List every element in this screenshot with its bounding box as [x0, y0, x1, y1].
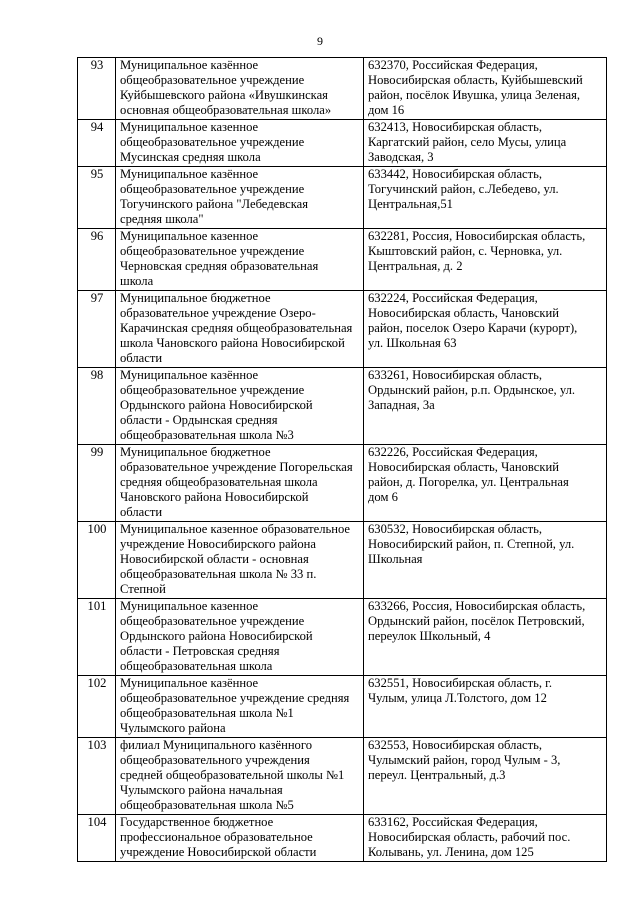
institution-name-cell-line: общеобразовательная школа №3 [120, 428, 294, 442]
institution-address-cell-line: Новосибирская область, Куйбышевский [368, 73, 583, 87]
institution-address-cell-line: Западная, 3а [368, 398, 435, 412]
institution-name-cell-line: общеобразовательное учреждение [120, 73, 305, 87]
institution-name-cell-line: Муниципальное казенное образовательное [120, 522, 351, 536]
institution-name-cell-line: общеобразовательное учреждение [120, 244, 305, 258]
institution-name-cell-line: общеобразовательное учреждение [120, 614, 305, 628]
table-body [78, 58, 607, 862]
institution-name-cell-line: общеобразовательная школа [120, 659, 273, 673]
institutions-table [77, 57, 607, 862]
table-row [78, 291, 607, 368]
institution-name-cell-line: Муниципальное казенное [120, 229, 259, 243]
institution-name-cell-line: школа [120, 274, 154, 288]
institution-address-cell-line: Кыштовский район, с. Черновка, ул. [368, 244, 563, 258]
institution-name-cell-line: Черновская средняя образовательная [120, 259, 319, 273]
page-number: 9 [317, 34, 323, 48]
institution-name-cell [116, 368, 364, 445]
institution-name-cell-line: Чулымского района начальная [120, 783, 283, 797]
institution-address-cell [364, 167, 607, 229]
institution-address-cell [364, 120, 607, 167]
institution-name-cell-line: Тогучинского района "Лебедевская [120, 197, 309, 211]
institution-name-cell-line: образовательное учреждение Озеро- [120, 306, 316, 320]
institution-name-cell-line: учреждение Новосибирской области [120, 845, 317, 859]
institution-address-cell-line: Ордынский район, р.п. Ордынское, ул. [368, 383, 576, 397]
institution-address-cell [364, 815, 607, 862]
row-number-cell: 100 [78, 522, 116, 599]
institution-name-cell-line: Ордынского района Новосибирской [120, 398, 313, 412]
institution-name-cell-line: средняя школа" [120, 212, 204, 226]
institution-name-cell-line: средняя общеобразовательная школа [120, 475, 318, 489]
institution-name-cell-line: Куйбышевского района «Ивушкинская [120, 88, 328, 102]
table-row [78, 167, 607, 229]
institution-name-cell [116, 167, 364, 229]
institution-address-cell-line: 633266, Россия, Новосибирская область, [368, 599, 586, 613]
institution-name-cell-line: Муниципальное казённое [120, 368, 259, 382]
institution-address-cell [364, 58, 607, 120]
row-number-cell: 96 [78, 229, 116, 291]
institution-address-cell [364, 522, 607, 599]
institution-name-cell-line: общеобразовательное учреждение [120, 135, 305, 149]
institution-name-cell [116, 599, 364, 676]
institution-name-cell [116, 229, 364, 291]
institution-address-cell-line: 633442, Новосибирская область, [368, 167, 543, 181]
institution-name-cell-line: образовательное учреждение Погорельская [120, 460, 353, 474]
institution-name-cell-line: Карачинская средняя общеобразовательная [120, 321, 353, 335]
institution-address-cell-line: 630532, Новосибирская область, [368, 522, 543, 536]
institution-name-cell-line: Муниципальное казённое [120, 676, 259, 690]
institution-address-cell-line: 633261, Новосибирская область, [368, 368, 543, 382]
institution-address-cell-line: переулок Школьный, 4 [368, 629, 491, 643]
institution-name-cell-line: учреждение Новосибирского района [120, 537, 316, 551]
institution-address-cell-line: 632224, Российская Федерация, [368, 291, 538, 305]
institution-name-cell-line: Муниципальное казенное [120, 599, 259, 613]
institution-address-cell-line: дом 6 [368, 490, 398, 504]
table-row [78, 599, 607, 676]
institution-name-cell-line: средней общеобразовательной школы №1 [120, 768, 345, 782]
row-number-cell: 94 [78, 120, 116, 167]
table-row [78, 445, 607, 522]
institution-address-cell [364, 445, 607, 522]
institution-name-cell-line: общеобразовательное учреждение средняя [120, 691, 350, 705]
institution-name-cell-line: области - Ордынская средняя [120, 413, 278, 427]
row-number-cell: 104 [78, 815, 116, 862]
table-row [78, 676, 607, 738]
institution-name-cell [116, 738, 364, 815]
institution-name-cell-line: основная общеобразовательная школа» [120, 103, 332, 117]
table-row [78, 229, 607, 291]
table-row [78, 738, 607, 815]
institution-name-cell-line: филиал Муниципального казённого [120, 738, 313, 752]
institution-address-cell [364, 291, 607, 368]
institution-address-cell-line: Новосибирская область, Чановский [368, 460, 559, 474]
institution-address-cell-line: переул. Центральный, д.3 [368, 768, 506, 782]
row-number-cell: 95 [78, 167, 116, 229]
table-row [78, 120, 607, 167]
institution-address-cell-line: район, поселок Озеро Карачи (курорт), [368, 321, 578, 335]
institution-address-cell-line: Каргатский район, село Мусы, улица [368, 135, 567, 149]
institution-name-cell-line: Муниципальное казённое [120, 58, 259, 72]
table-row [78, 368, 607, 445]
row-number-cell: 97 [78, 291, 116, 368]
institution-name-cell-line: Муниципальное бюджетное [120, 445, 271, 459]
institution-address-cell-line: Центральная, д. 2 [368, 259, 463, 273]
row-number-cell: 103 [78, 738, 116, 815]
institution-name-cell-line: Мусинская средняя школа [120, 150, 261, 164]
institution-name-cell-line: школа Чановского района Новосибирской [120, 336, 345, 350]
institution-address-cell-line: Чулымский район, город Чулым - 3, [368, 753, 561, 767]
institution-address-cell [364, 676, 607, 738]
institution-name-cell-line: Муниципальное казенное [120, 120, 259, 134]
institution-address-cell-line: 632413, Новосибирская область, [368, 120, 543, 134]
institution-address-cell [364, 599, 607, 676]
institution-name-cell-line: Ордынского района Новосибирской [120, 629, 313, 643]
institution-name-cell-line: области [120, 505, 163, 519]
institution-name-cell-line: Новосибирской области - основная [120, 552, 309, 566]
institution-name-cell-line: Муниципальное казённое [120, 167, 259, 181]
institution-name-cell [116, 522, 364, 599]
institution-address-cell-line: 632553, Новосибирская область, [368, 738, 543, 752]
institution-address-cell-line: 632281, Россия, Новосибирская область, [368, 229, 586, 243]
institution-address-cell-line: Тогучинский район, с.Лебедево, ул. [368, 182, 559, 196]
institution-name-cell [116, 291, 364, 368]
institution-address-cell-line: дом 16 [368, 103, 405, 117]
institution-name-cell-line: общеобразовательная школа №5 [120, 798, 294, 812]
institution-name-cell-line: общеобразовательная школа № 33 п. [120, 567, 317, 581]
row-number-cell: 98 [78, 368, 116, 445]
table-row [78, 58, 607, 120]
institution-name-cell-line: общеобразовательного учреждения [120, 753, 310, 767]
institution-name-cell-line: общеобразовательное учреждение [120, 383, 305, 397]
institution-name-cell [116, 58, 364, 120]
institution-address-cell-line: Школьная [368, 552, 423, 566]
institution-address-cell [364, 229, 607, 291]
institution-address-cell-line: Новосибирская область, Чановский [368, 306, 559, 320]
institution-address-cell-line: Центральная,51 [368, 197, 453, 211]
institution-address-cell-line: Новосибирская область, рабочий пос. [368, 830, 571, 844]
institution-address-cell-line: ул. Школьная 63 [368, 336, 457, 350]
institution-name-cell-line: Чановского района Новосибирской [120, 490, 309, 504]
row-number-cell: 102 [78, 676, 116, 738]
institution-name-cell-line: общеобразовательное учреждение [120, 182, 305, 196]
institution-name-cell-line: общеобразовательная школа №1 [120, 706, 294, 720]
institution-name-cell-line: Государственное бюджетное [120, 815, 274, 829]
institution-address-cell [364, 738, 607, 815]
institution-address-cell-line: Ордынский район, посёлок Петровский, [368, 614, 585, 628]
institution-name-cell-line: Чулымского района [120, 721, 226, 735]
institution-name-cell [116, 120, 364, 167]
institution-name-cell-line: Муниципальное бюджетное [120, 291, 271, 305]
institution-name-cell-line: профессиональное образовательное [120, 830, 313, 844]
row-number-cell: 99 [78, 445, 116, 522]
institution-name-cell-line: Степной [120, 582, 166, 596]
row-number-cell: 93 [78, 58, 116, 120]
row-number-cell: 101 [78, 599, 116, 676]
institution-name-cell [116, 815, 364, 862]
institution-address-cell-line: район, посёлок Ивушка, улица Зеленая, [368, 88, 581, 102]
institution-address-cell-line: 632226, Российская Федерация, [368, 445, 538, 459]
institution-name-cell-line: области [120, 351, 163, 365]
institution-address-cell-line: Чулым, улица Л.Толстого, дом 12 [368, 691, 547, 705]
institution-address-cell [364, 368, 607, 445]
table-row [78, 815, 607, 862]
institution-name-cell [116, 676, 364, 738]
institution-address-cell-line: район, д. Погорелка, ул. Центральная [368, 475, 569, 489]
institution-name-cell-line: области - Петровская средняя [120, 644, 280, 658]
institution-address-cell-line: Новосибирский район, п. Степной, ул. [368, 537, 575, 551]
institution-address-cell-line: 633162, Российская Федерация, [368, 815, 538, 829]
institution-address-cell-line: Заводская, 3 [368, 150, 434, 164]
table-row [78, 522, 607, 599]
institution-address-cell-line: 632370, Российская Федерация, [368, 58, 538, 72]
institution-address-cell-line: 632551, Новосибирская область, г. [368, 676, 553, 690]
institution-address-cell-line: Колывань, ул. Ленина, дом 125 [368, 845, 534, 859]
institution-name-cell [116, 445, 364, 522]
